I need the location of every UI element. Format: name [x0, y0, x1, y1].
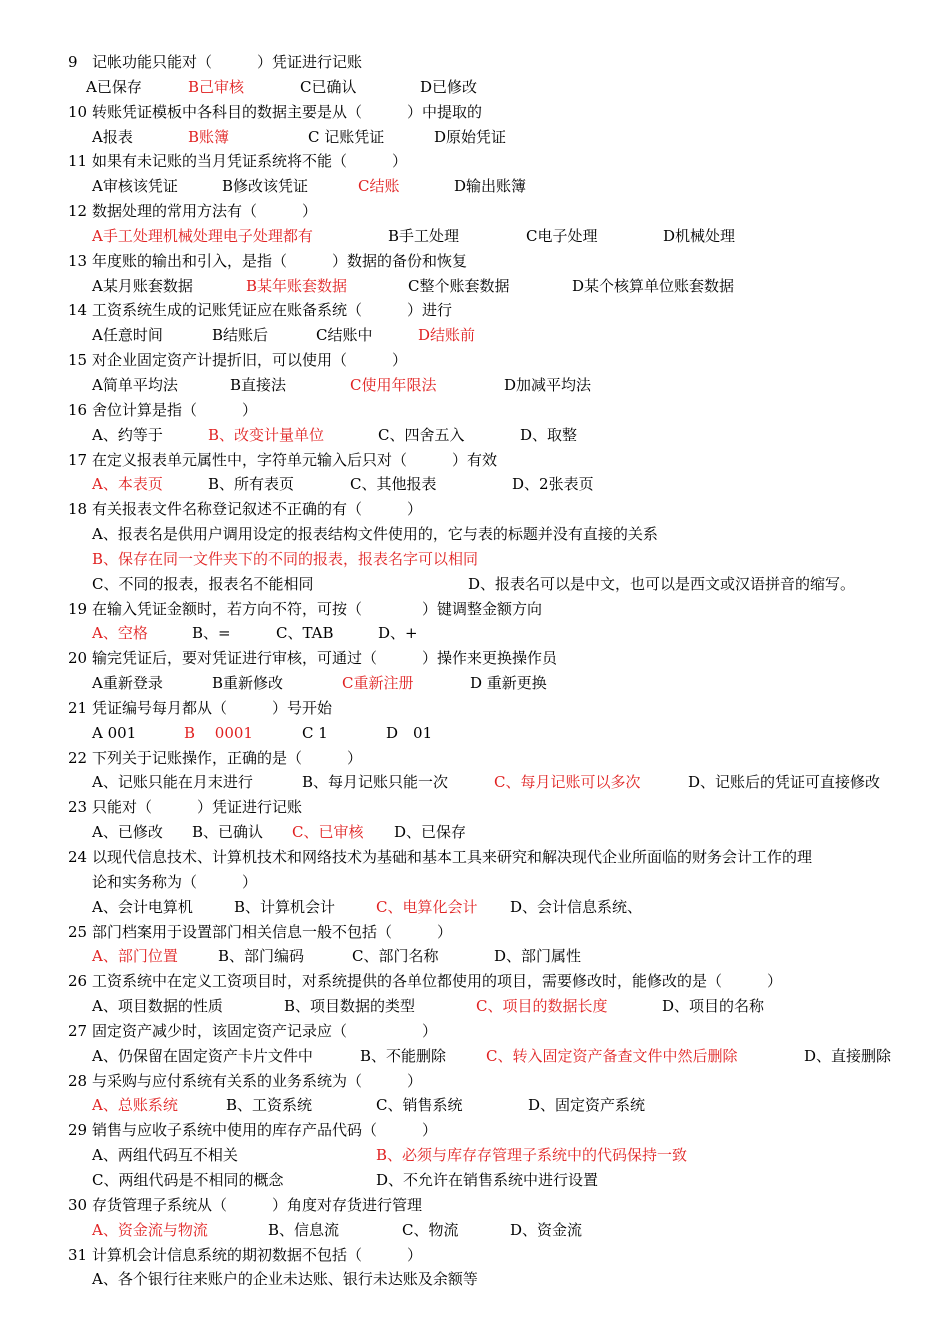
option: B、项目数据的类型 — [284, 997, 416, 1016]
option: D、固定资产系统 — [528, 1096, 646, 1115]
options-line — [0, 472, 950, 497]
answer-option: B己审核 — [188, 77, 245, 96]
option: D、项目的名称 — [662, 997, 765, 1016]
option: B、所有表页 — [208, 475, 295, 494]
question-text: 存货管理子系统从（ ）角度对存货进行管理 — [92, 1195, 423, 1214]
option: D、已保存 — [394, 823, 467, 842]
question-line — [0, 249, 950, 274]
answer-option: C、已审核 — [292, 823, 364, 842]
question-number: 19 — [68, 599, 88, 618]
question-number: 28 — [68, 1071, 88, 1090]
question-text: 销售与应收子系统中使用的库存产品代码（ ） — [92, 1121, 438, 1140]
question-line — [0, 845, 950, 870]
options-line — [0, 994, 950, 1019]
question-number: 25 — [68, 922, 88, 941]
option: A已保存 — [86, 77, 142, 96]
options-line — [0, 671, 950, 696]
options-line — [0, 944, 950, 969]
option: C、两组代码是不相同的概念 — [92, 1170, 284, 1189]
question-line — [0, 348, 950, 373]
options-line — [0, 895, 950, 920]
question-line — [0, 298, 950, 323]
answer-option: C结账 — [358, 177, 400, 196]
option: B手工处理 — [388, 226, 460, 245]
options-line — [0, 721, 950, 746]
question-number: 31 — [68, 1245, 88, 1264]
question-line — [0, 746, 950, 771]
question-line — [0, 920, 950, 945]
question-number: 17 — [68, 450, 88, 469]
option: A审核该凭证 — [92, 177, 178, 196]
option: B直接法 — [230, 375, 287, 394]
question-number: 20 — [68, 649, 88, 668]
option: D、会计信息系统、 — [510, 897, 643, 916]
question-text: 固定资产减少时，该固定资产记录应（ ） — [92, 1021, 438, 1040]
question-line — [0, 1193, 950, 1218]
option: C、销售系统 — [376, 1096, 463, 1115]
option: C、物流 — [402, 1220, 459, 1239]
question-number: 18 — [68, 500, 88, 519]
question-number: 11 — [68, 152, 88, 171]
option: D输出账簿 — [454, 177, 527, 196]
answer-option: D结账前 — [418, 326, 476, 345]
options-line — [0, 1267, 950, 1292]
option: D机械处理 — [663, 226, 736, 245]
question-line — [0, 969, 950, 994]
question-line — [0, 149, 950, 174]
option: D加减平均法 — [504, 375, 592, 394]
options-line — [0, 1143, 950, 1168]
option: C、TAB — [276, 624, 334, 643]
answer-option: C使用年限法 — [350, 375, 437, 394]
option: A报表 — [92, 127, 133, 146]
question-line — [0, 696, 950, 721]
answer-option: C、每月记账可以多次 — [494, 773, 641, 792]
question-number: 13 — [68, 251, 88, 270]
question-number: 9 — [68, 53, 78, 71]
question-line — [0, 597, 950, 622]
option: B修改该凭证 — [222, 177, 309, 196]
options-line — [0, 547, 950, 572]
option: D、部门属性 — [494, 947, 582, 966]
question-text: 输完凭证后，要对凭证进行审核，可通过（ ）操作来更换操作员 — [92, 649, 558, 668]
answer-option: A、空格 — [92, 624, 148, 643]
answer-option: C、项目的数据长度 — [476, 997, 608, 1016]
question-text: 在定义报表单元属性中，字符单元输入后只对（ ）有效 — [92, 450, 498, 469]
option: A任意时间 — [92, 326, 163, 345]
option: D、资金流 — [510, 1220, 583, 1239]
question-number: 16 — [68, 400, 88, 419]
option: B、信息流 — [268, 1220, 340, 1239]
option: C结账中 — [316, 326, 373, 345]
options-line — [0, 174, 950, 199]
question-number: 22 — [68, 748, 88, 767]
question-number: 21 — [68, 698, 88, 717]
question-line — [0, 1019, 950, 1044]
option: A简单平均法 — [92, 375, 178, 394]
question-text: 对企业固定资产计提折旧，可以使用（ ） — [92, 351, 408, 370]
option: C电子处理 — [526, 226, 598, 245]
options-line — [0, 820, 950, 845]
question-text: 记帐功能只能对（ ）凭证进行记账 — [92, 53, 363, 71]
question-number: 26 — [68, 972, 88, 991]
option: A、项目数据的性质 — [92, 997, 223, 1016]
option: A 001 — [92, 723, 137, 742]
option: A、各个银行往来账户的企业未达账、银行未达账及余额等 — [92, 1270, 478, 1289]
option: D原始凭证 — [434, 127, 507, 146]
answer-option: B、保存在同一文件夹下的不同的报表，报表名字可以相同 — [92, 549, 479, 568]
option: D某个核算单位账套数据 — [572, 276, 735, 295]
option: D、直接删除 — [804, 1046, 892, 1065]
question-text: 工资系统中在定义工资项目时，对系统提供的各单位都使用的项目，需要修改时，能修改的是（ ） — [92, 972, 783, 991]
option: B、= — [192, 624, 231, 643]
option: A某月账套数据 — [92, 276, 193, 295]
question-text: 数据处理的常用方法有（ ） — [92, 202, 318, 221]
question-line — [0, 199, 950, 224]
question-number: 24 — [68, 848, 88, 866]
options-line — [0, 1168, 950, 1193]
answer-option: B、改变计量单位 — [208, 425, 325, 444]
option: B结账后 — [212, 326, 269, 345]
options-line — [0, 572, 950, 597]
question-text: 有关报表文件名称登记叙述不正确的有（ ） — [92, 500, 423, 519]
question-text: 只能对（ ）凭证进行记账 — [92, 798, 303, 817]
option: B重新修改 — [212, 674, 284, 693]
options-line — [0, 75, 950, 100]
option: D、报表名可以是中文，也可以是西文或汉语拼音的缩写。 — [468, 574, 856, 593]
question-line — [0, 398, 950, 423]
options-line — [0, 770, 950, 795]
exam-page — [0, 50, 950, 1292]
options-line — [0, 224, 950, 249]
option: D、+ — [378, 624, 418, 643]
answer-option: A、总账系统 — [92, 1096, 178, 1115]
question-number: 27 — [68, 1021, 88, 1040]
question-text: 如果有未记账的当月凭证系统将不能（ ） — [92, 152, 408, 171]
question-number: 29 — [68, 1121, 88, 1140]
option: B、每月记账只能一次 — [302, 773, 449, 792]
question-line — [0, 646, 950, 671]
question-text: 年度账的输出和引入，是指（ ）数据的备份和恢复 — [92, 251, 468, 270]
answer-option: C重新注册 — [342, 674, 414, 693]
question-line — [0, 100, 950, 125]
option: C 记账凭证 — [308, 127, 385, 146]
option: A重新登录 — [92, 674, 163, 693]
answer-option: A、部门位置 — [92, 947, 178, 966]
question-text: 部门档案用于设置部门相关信息一般不包括（ ） — [92, 922, 453, 941]
answer-option: B账簿 — [188, 127, 230, 146]
option: D 01 — [386, 723, 433, 742]
option: D、不允许在销售系统中进行设置 — [376, 1170, 599, 1189]
question-number: 15 — [68, 351, 88, 370]
question-line — [0, 1069, 950, 1094]
question-line — [0, 448, 950, 473]
option: D、取整 — [520, 425, 578, 444]
option: A、约等于 — [92, 425, 163, 444]
question-number: 14 — [68, 301, 88, 320]
option: B、已确认 — [192, 823, 264, 842]
option: B、工资系统 — [226, 1096, 313, 1115]
question-text: 凭证编号每月都从（ ）号开始 — [92, 698, 333, 717]
options-line — [0, 1218, 950, 1243]
options-line — [0, 870, 950, 895]
option: B、计算机会计 — [234, 897, 336, 916]
option: D、记账后的凭证可直接修改 — [688, 773, 881, 792]
option: A、记账只能在月末进行 — [92, 773, 253, 792]
question-text: 以现代信息技术、计算机技术和网络技术为基础和基本工具来研究和解决现代企业所面临的财务会计工作的理 — [92, 848, 813, 866]
option: B、部门编码 — [218, 947, 305, 966]
option: A、仍保留在固定资产卡片文件中 — [92, 1046, 313, 1065]
options-line — [0, 1044, 950, 1069]
options-line — [0, 323, 950, 348]
options-line — [0, 621, 950, 646]
question-text: 在输入凭证金额时，若方向不符，可按（ ）键调整金额方向 — [92, 599, 543, 618]
answer-option: C、转入固定资产备查文件中然后删除 — [486, 1046, 738, 1065]
question-text: 计算机会计信息系统的期初数据不包括（ ） — [92, 1245, 423, 1264]
options-line — [0, 274, 950, 299]
question-number: 12 — [68, 202, 88, 221]
question-number: 30 — [68, 1195, 88, 1214]
option: A、报表名是供用户调用设定的报表结构文件使用的，它与表的标题并没有直接的关系 — [92, 525, 658, 544]
option: A、两组代码互不相关 — [92, 1146, 238, 1165]
option: C、四舍五入 — [378, 425, 465, 444]
question-text: 下列关于记账操作，正确的是（ ） — [92, 748, 363, 767]
question-line — [0, 795, 950, 820]
question-text: 与采购与应付系统有关系的业务系统为（ ） — [92, 1071, 423, 1090]
answer-option: B 0001 — [184, 723, 253, 742]
option: D 重新更换 — [470, 674, 547, 693]
option: C、不同的报表，报表名不能相同 — [92, 574, 314, 593]
answer-option: B、必须与库存存管理子系统中的代码保持一致 — [376, 1146, 688, 1165]
option: A、已修改 — [92, 823, 163, 842]
option: C、其他报表 — [350, 475, 437, 494]
option: C已确认 — [300, 77, 357, 96]
question-text: 工资系统生成的记账凭证应在账备系统（ ）进行 — [92, 301, 453, 320]
option: D、2张表页 — [512, 475, 594, 494]
question-line — [0, 50, 950, 75]
answer-option: A手工处理机械处理电子处理都有 — [92, 226, 313, 245]
options-line — [0, 125, 950, 150]
option: 论和实务称为（ ） — [92, 872, 258, 891]
answer-option: B某年账套数据 — [246, 276, 348, 295]
options-line — [0, 522, 950, 547]
question-number: 23 — [68, 798, 88, 817]
options-line — [0, 373, 950, 398]
question-text: 转账凭证模板中各科目的数据主要是从（ ）中提取的 — [92, 102, 483, 121]
question-text: 舍位计算是指（ ） — [92, 400, 258, 419]
answer-option: C、电算化会计 — [376, 897, 478, 916]
option: C 1 — [302, 723, 328, 742]
option: C整个账套数据 — [408, 276, 510, 295]
answer-option: A、本表页 — [92, 475, 163, 494]
option: B、不能删除 — [360, 1046, 447, 1065]
option: C、部门名称 — [352, 947, 439, 966]
options-line — [0, 423, 950, 448]
question-line — [0, 1243, 950, 1268]
question-line — [0, 1118, 950, 1143]
option: D已修改 — [420, 77, 478, 96]
option: A、会计电算机 — [92, 897, 193, 916]
options-line — [0, 1093, 950, 1118]
question-line — [0, 497, 950, 522]
answer-option: A、资金流与物流 — [92, 1220, 208, 1239]
question-number: 10 — [68, 102, 88, 121]
